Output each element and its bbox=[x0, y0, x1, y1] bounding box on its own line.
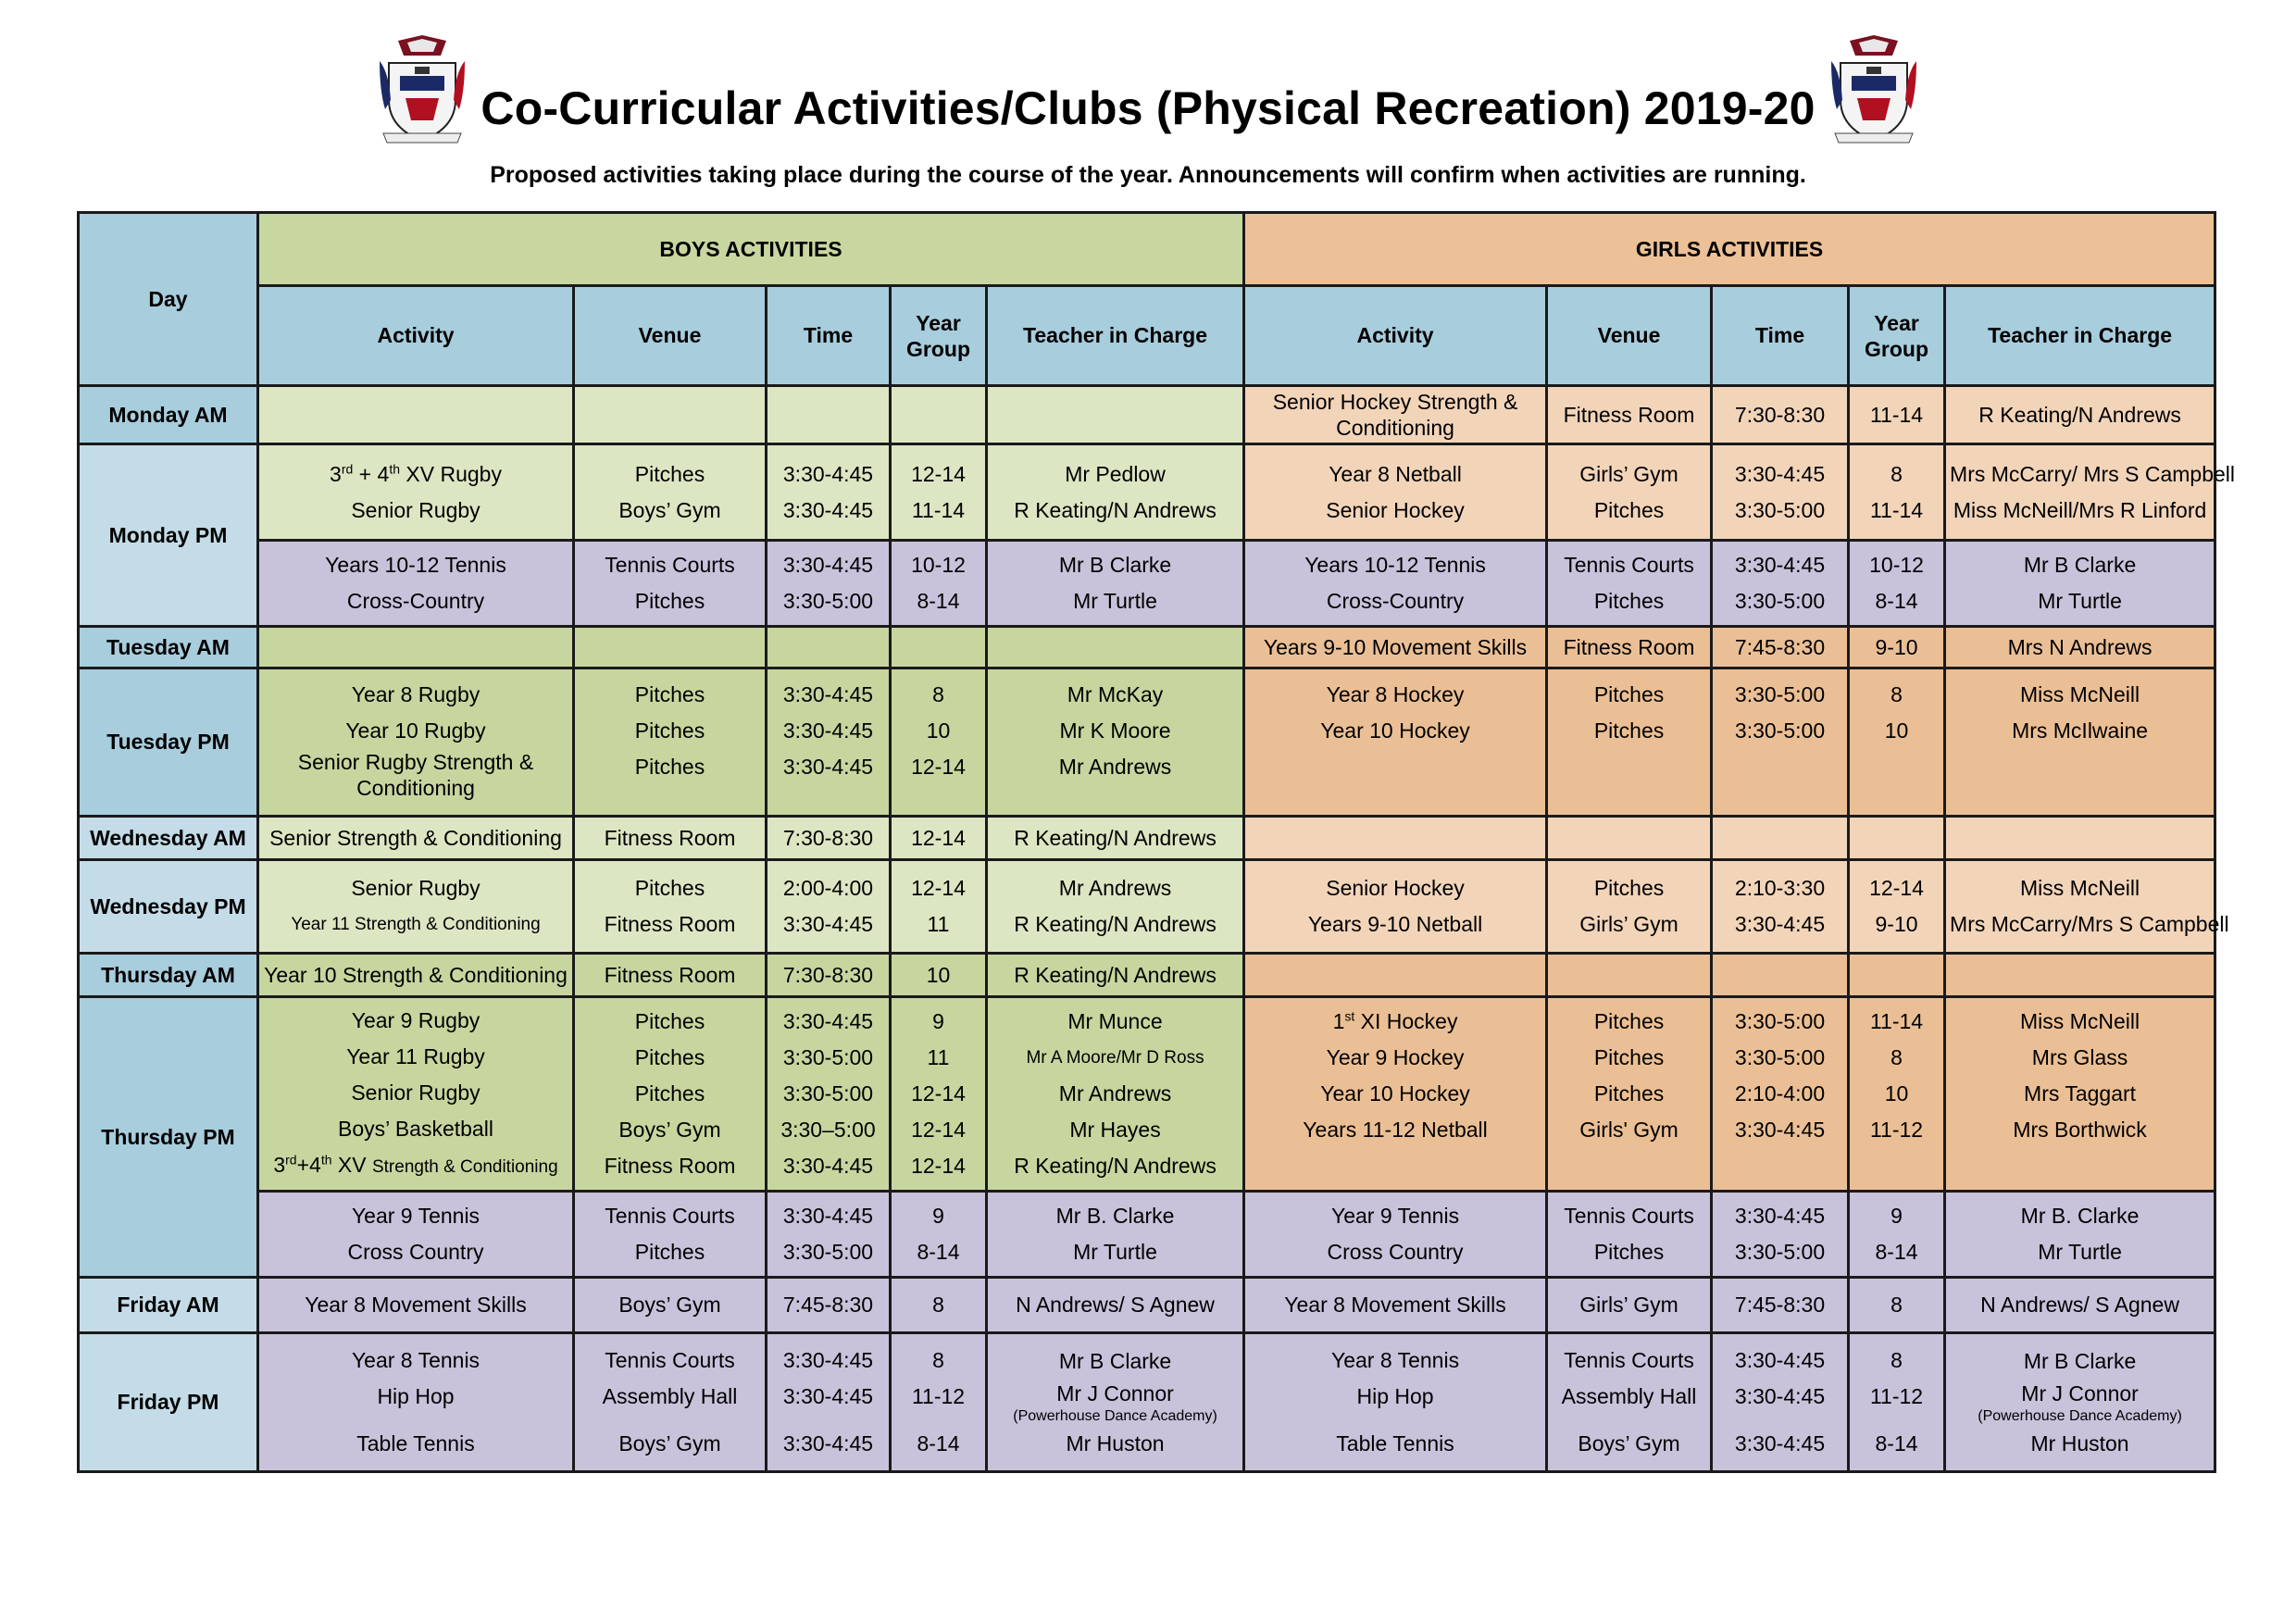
girls-time-header: Time bbox=[1712, 286, 1849, 386]
girls-year-cell bbox=[1849, 817, 1945, 860]
girls-venue-cell: Fitness Room bbox=[1547, 386, 1712, 444]
boys-venue-cell: Pitches Pitches Pitches Boys’ Gym Fitness Room bbox=[574, 997, 767, 1192]
girls-time-cell: 3:30-4:45 3:30-5:00 bbox=[1712, 1192, 1849, 1278]
girls-activities-header: GIRLS ACTIVITIES bbox=[1244, 213, 2215, 286]
boys-activity-cell: Senior Rugby Year 11 Strength & Conditioning bbox=[258, 860, 574, 954]
activity-text: 3rd+4th XV Strength & Conditioning bbox=[273, 1152, 558, 1177]
girls-activity-cell: Senior Hockey Strength & Conditioning bbox=[1244, 386, 1547, 444]
boys-time-cell: 3:30-4:45 3:30-5:00 bbox=[767, 1192, 891, 1278]
boys-time-cell: 3:30-4:45 3:30-5:00 bbox=[767, 541, 891, 627]
boys-activity-cell: Year 8 Movement Skills bbox=[258, 1278, 574, 1333]
girls-activity-cell: Year 8 Netball Senior Hockey bbox=[1244, 444, 1547, 541]
girls-time-cell: 7:30-8:30 bbox=[1712, 386, 1849, 444]
girls-time-cell: 7:45-8:30 bbox=[1712, 627, 1849, 668]
day-label: Thursday PM bbox=[79, 997, 258, 1278]
boys-venue-header: Venue bbox=[574, 286, 767, 386]
boys-activity-cell: Year 8 Rugby Year 10 Rugby Senior Rugby Strength & Conditioning bbox=[258, 668, 574, 817]
day-label: Thursday AM bbox=[79, 954, 258, 997]
girls-activity-cell: Years 10-12 Tennis Cross-Country bbox=[1244, 541, 1547, 627]
girls-activity-cell bbox=[1244, 954, 1547, 997]
girls-teacher-cell: Mr B. Clarke Mr Turtle bbox=[1945, 1192, 2215, 1278]
boys-year-cell: 12-14 11 bbox=[891, 860, 987, 954]
boys-teacher-cell bbox=[987, 386, 1244, 444]
boys-time-cell: 7:30-8:30 bbox=[767, 817, 891, 860]
day-label: Friday AM bbox=[79, 1278, 258, 1333]
boys-venue-cell: Fitness Room bbox=[574, 954, 767, 997]
boys-time-cell: 2:00-4:00 3:30-4:45 bbox=[767, 860, 891, 954]
girls-teacher-cell bbox=[1945, 954, 2215, 997]
girls-teacher-header: Teacher in Charge bbox=[1945, 286, 2215, 386]
boys-time-cell bbox=[767, 627, 891, 668]
girls-year-cell: 11-14 bbox=[1849, 386, 1945, 444]
girls-activity-cell: Years 9-10 Movement Skills bbox=[1244, 627, 1547, 668]
table-row bbox=[79, 541, 2215, 627]
day-label: Monday AM bbox=[79, 386, 258, 444]
table-row bbox=[79, 444, 2215, 541]
girls-activity-cell: Year 8 Hockey Year 10 Hockey bbox=[1244, 668, 1547, 817]
boys-venue-cell: Pitches Pitches Pitches bbox=[574, 668, 767, 817]
boys-activity-cell bbox=[258, 627, 574, 668]
day-label: Tuesday AM bbox=[79, 627, 258, 668]
girls-venue-cell: Girls’ Gym bbox=[1547, 1278, 1712, 1333]
girls-teacher-cell: R Keating/N Andrews bbox=[1945, 386, 2215, 444]
activity-text: 3rd + 4th XV Rugby bbox=[330, 460, 502, 486]
boys-time-cell: 7:30-8:30 bbox=[767, 954, 891, 997]
girls-activity-cell bbox=[1244, 817, 1547, 860]
girls-year-group-header: Year Group bbox=[1849, 286, 1945, 386]
girls-venue-cell: Tennis Courts Pitches bbox=[1547, 541, 1712, 627]
boys-teacher-cell: Mr B Clarke Mr Turtle bbox=[987, 541, 1244, 627]
boys-activity-cell: Year 9 Rugby Year 11 Rugby Senior Rugby Boys’ Basketball 3rd+4th XV Strength & Conditioning bbox=[258, 997, 574, 1192]
boys-time-header: Time bbox=[767, 286, 891, 386]
girls-venue-cell: Tennis Courts Assembly Hall Boys’ Gym bbox=[1547, 1333, 1712, 1472]
girls-teacher-cell: N Andrews/ S Agnew bbox=[1945, 1278, 2215, 1333]
boys-year-cell: 8 11-12 8-14 bbox=[891, 1333, 987, 1472]
boys-year-cell: 9 8-14 bbox=[891, 1192, 987, 1278]
boys-year-cell bbox=[891, 627, 987, 668]
table-row bbox=[79, 860, 2215, 954]
boys-time-cell: 3:30-4:45 3:30-4:45 3:30-4:45 bbox=[767, 668, 891, 817]
boys-teacher-cell: Mr Munce Mr A Moore/Mr D Ross Mr Andrews Mr Hayes R Keating/N Andrews bbox=[987, 997, 1244, 1192]
boys-teacher-cell: Mr B. Clarke Mr Turtle bbox=[987, 1192, 1244, 1278]
table-row bbox=[79, 817, 2215, 860]
girls-teacher-cell: Miss McNeill Mrs Glass Mrs Taggart Mrs Borthwick bbox=[1945, 997, 2215, 1192]
girls-venue-cell: Tennis Courts Pitches bbox=[1547, 1192, 1712, 1278]
page-title: Co-Curricular Activities/Clubs (Physical Recreation) 2019-20 bbox=[480, 82, 1816, 134]
boys-activity-cell: Year 10 Strength & Conditioning bbox=[258, 954, 574, 997]
girls-year-cell: 8 11-14 bbox=[1849, 444, 1945, 541]
boys-time-cell bbox=[767, 386, 891, 444]
boys-teacher-cell: N Andrews/ S Agnew bbox=[987, 1278, 1244, 1333]
boys-teacher-cell bbox=[987, 627, 1244, 668]
girls-venue-cell bbox=[1547, 954, 1712, 997]
girls-time-cell: 3:30-4:45 3:30-5:00 bbox=[1712, 541, 1849, 627]
table-row bbox=[79, 1333, 2215, 1472]
table-row bbox=[79, 627, 2215, 668]
boys-activity-cell: Year 9 Tennis Cross Country bbox=[258, 1192, 574, 1278]
boys-venue-cell: Fitness Room bbox=[574, 817, 767, 860]
girls-time-cell: 3:30-5:00 3:30-5:00 2:10-4:00 3:30-4:45 bbox=[1712, 997, 1849, 1192]
boys-activity-cell: Year 8 Tennis Hip Hop Table Tennis bbox=[258, 1333, 574, 1472]
day-label: Tuesday PM bbox=[79, 668, 258, 817]
girls-year-cell: 9 8-14 bbox=[1849, 1192, 1945, 1278]
boys-activities-header: BOYS ACTIVITIES bbox=[258, 213, 1244, 286]
girls-time-cell: 3:30-4:45 3:30-5:00 bbox=[1712, 444, 1849, 541]
boys-teacher-cell: Mr Andrews R Keating/N Andrews bbox=[987, 860, 1244, 954]
boys-venue-cell: Boys’ Gym bbox=[574, 1278, 767, 1333]
day-header: Day bbox=[79, 213, 258, 386]
boys-venue-cell: Pitches Fitness Room bbox=[574, 860, 767, 954]
boys-venue-cell: Tennis Courts Pitches bbox=[574, 1192, 767, 1278]
table-row bbox=[79, 668, 2215, 817]
girls-teacher-cell: Mrs N Andrews bbox=[1945, 627, 2215, 668]
girls-venue-cell: Pitches Girls’ Gym bbox=[1547, 860, 1712, 954]
table-row bbox=[79, 997, 2215, 1192]
girls-teacher-cell: Mrs McCarry/ Mrs S Campbell Miss McNeill/Mrs R Linford bbox=[1945, 444, 2215, 541]
boys-venue-cell bbox=[574, 386, 767, 444]
boys-venue-cell: Tennis Courts Pitches bbox=[574, 541, 767, 627]
day-label: Friday PM bbox=[79, 1333, 258, 1472]
table-row bbox=[79, 1278, 2215, 1333]
boys-activity-cell: Senior Strength & Conditioning bbox=[258, 817, 574, 860]
girls-year-cell: 8 10 bbox=[1849, 668, 1945, 817]
boys-teacher-cell: R Keating/N Andrews bbox=[987, 817, 1244, 860]
boys-time-cell: 3:30-4:45 3:30-4:45 bbox=[767, 444, 891, 541]
activity-text: 1st XI Hockey bbox=[1332, 1008, 1458, 1033]
table-row bbox=[79, 954, 2215, 997]
girls-teacher-cell: Miss McNeill Mrs McCarry/Mrs S Campbell bbox=[1945, 860, 2215, 954]
girls-teacher-cell bbox=[1945, 817, 2215, 860]
girls-year-cell: 8 11-12 8-14 bbox=[1849, 1333, 1945, 1472]
girls-year-cell: 8 bbox=[1849, 1278, 1945, 1333]
boys-venue-cell: Tennis Courts Assembly Hall Boys’ Gym bbox=[574, 1333, 767, 1472]
girls-activity-cell: 1st XI Hockey Year 9 Hockey Year 10 Hockey Years 11-12 Netball bbox=[1244, 997, 1547, 1192]
boys-year-cell: 12-14 11-14 bbox=[891, 444, 987, 541]
girls-venue-cell bbox=[1547, 817, 1712, 860]
girls-venue-header: Venue bbox=[1547, 286, 1712, 386]
boys-teacher-cell: Mr B Clarke Mr J Connor (Powerhouse Dance Academy) Mr Huston bbox=[987, 1333, 1244, 1472]
boys-time-cell: 7:45-8:30 bbox=[767, 1278, 891, 1333]
girls-teacher-cell: Miss McNeill Mrs McIlwaine bbox=[1945, 668, 2215, 817]
boys-teacher-cell: Mr McKay Mr K Moore Mr Andrews bbox=[987, 668, 1244, 817]
boys-year-cell bbox=[891, 386, 987, 444]
girls-venue-cell: Fitness Room bbox=[1547, 627, 1712, 668]
girls-year-cell: 9-10 bbox=[1849, 627, 1945, 668]
boys-activity-cell: 3rd + 4th XV Rugby Senior Rugby bbox=[258, 444, 574, 541]
girls-teacher-cell: Mr B Clarke Mr J Connor (Powerhouse Dance Academy) Mr Huston bbox=[1945, 1333, 2215, 1472]
day-label: Wednesday AM bbox=[79, 817, 258, 860]
girls-teacher-cell: Mr B Clarke Mr Turtle bbox=[1945, 541, 2215, 627]
boys-time-cell: 3:30-4:45 3:30-5:00 3:30-5:00 3:30–5:00 3:30-4:45 bbox=[767, 997, 891, 1192]
day-label: Monday PM bbox=[79, 444, 258, 627]
girls-activity-header: Activity bbox=[1244, 286, 1547, 386]
boys-year-cell: 8 bbox=[891, 1278, 987, 1333]
boys-teacher-cell: Mr Pedlow R Keating/N Andrews bbox=[987, 444, 1244, 541]
girls-time-cell: 2:10-3:30 3:30-4:45 bbox=[1712, 860, 1849, 954]
girls-activity-cell: Year 9 Tennis Cross Country bbox=[1244, 1192, 1547, 1278]
schedule-table bbox=[77, 211, 2235, 1473]
girls-time-cell: 3:30-5:00 3:30-5:00 bbox=[1712, 668, 1849, 817]
boys-year-group-header: Year Group bbox=[891, 286, 987, 386]
girls-year-cell bbox=[1849, 954, 1945, 997]
boys-year-cell: 8 10 12-14 bbox=[891, 668, 987, 817]
girls-activity-cell: Year 8 Movement Skills bbox=[1244, 1278, 1547, 1333]
day-label: Wednesday PM bbox=[79, 860, 258, 954]
girls-activity-cell: Senior Hockey Years 9-10 Netball bbox=[1244, 860, 1547, 954]
boys-year-cell: 10 bbox=[891, 954, 987, 997]
girls-activity-cell: Year 8 Tennis Hip Hop Table Tennis bbox=[1244, 1333, 1547, 1472]
boys-teacher-cell: R Keating/N Andrews bbox=[987, 954, 1244, 997]
boys-time-cell: 3:30-4:45 3:30-4:45 3:30-4:45 bbox=[767, 1333, 891, 1472]
table-row bbox=[79, 386, 2215, 444]
boys-activity-cell: Years 10-12 Tennis Cross-Country bbox=[258, 541, 574, 627]
boys-activity-cell bbox=[258, 386, 574, 444]
girls-venue-cell: Pitches Pitches Pitches Girls' Gym bbox=[1547, 997, 1712, 1192]
page-subtitle: Proposed activities taking place during the course of the year. Announcements will confirm when activities are running. bbox=[490, 162, 1806, 188]
girls-year-cell: 11-14 8 10 11-12 bbox=[1849, 997, 1945, 1192]
boys-activity-header: Activity bbox=[258, 286, 574, 386]
girls-time-cell: 7:45-8:30 bbox=[1712, 1278, 1849, 1333]
girls-time-cell bbox=[1712, 817, 1849, 860]
boys-year-cell: 12-14 bbox=[891, 817, 987, 860]
girls-time-cell bbox=[1712, 954, 1849, 997]
boys-teacher-header: Teacher in Charge bbox=[987, 286, 1244, 386]
table-row bbox=[79, 1192, 2215, 1278]
girls-venue-cell: Pitches Pitches bbox=[1547, 668, 1712, 817]
boys-year-cell: 10-12 8-14 bbox=[891, 541, 987, 627]
girls-year-cell: 10-12 8-14 bbox=[1849, 541, 1945, 627]
girls-year-cell: 12-14 9-10 bbox=[1849, 860, 1945, 954]
boys-venue-cell bbox=[574, 627, 767, 668]
girls-time-cell: 3:30-4:45 3:30-4:45 3:30-4:45 bbox=[1712, 1333, 1849, 1472]
boys-year-cell: 9 11 12-14 12-14 12-14 bbox=[891, 997, 987, 1192]
girls-venue-cell: Girls’ Gym Pitches bbox=[1547, 444, 1712, 541]
boys-venue-cell: Pitches Boys’ Gym bbox=[574, 444, 767, 541]
